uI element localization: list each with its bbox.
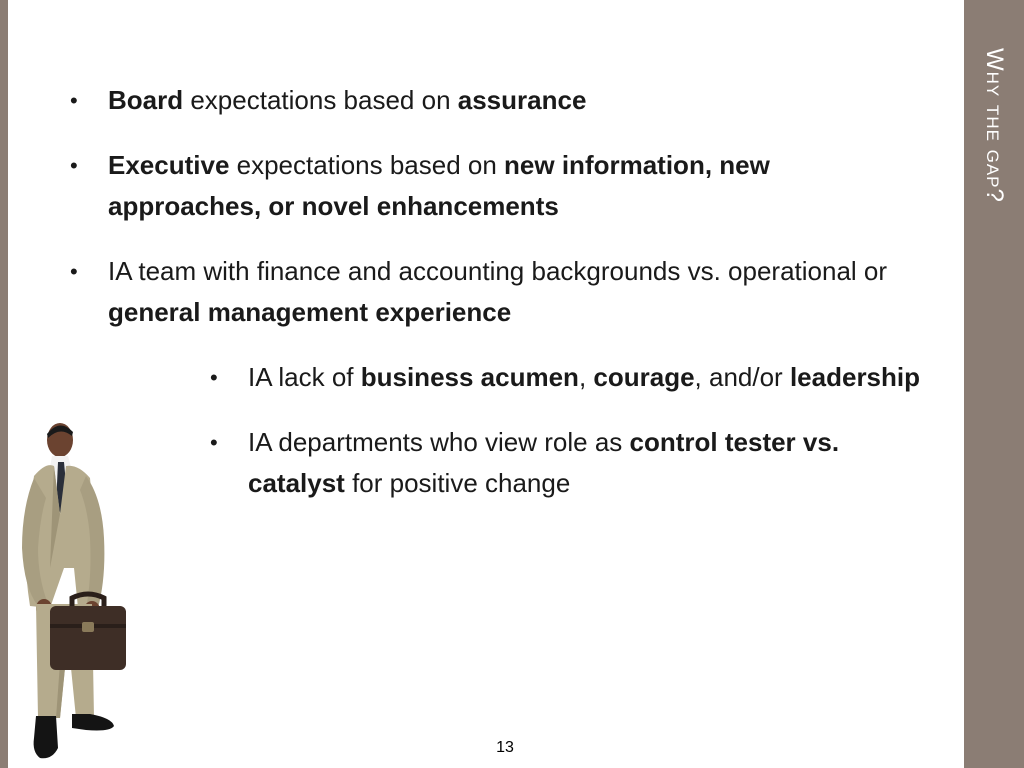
bullet-text: expectations based on <box>183 85 458 115</box>
bullet-bold-text: Board <box>108 85 184 115</box>
bullet-bold-text: control tester vs. catalyst <box>248 427 840 498</box>
briefcase <box>50 606 126 670</box>
bullet-item <box>64 145 924 227</box>
bullet-bold-text: leadership <box>789 362 921 392</box>
bullet-text: , <box>578 362 594 392</box>
bullet-item <box>64 80 924 121</box>
bullet-bold-text: assurance <box>457 85 587 115</box>
bullet-dot-icon: • <box>210 365 218 390</box>
section-title: Why the gap? <box>981 48 1008 203</box>
shoe-right <box>72 714 114 731</box>
bullet-bold-text: general management experience <box>108 297 512 327</box>
businessman-with-briefcase-icon <box>16 418 136 763</box>
bullet-bold-text: Executive <box>108 150 230 180</box>
bullet-bold-text: courage <box>593 362 695 392</box>
left-edge-bar <box>0 0 8 768</box>
bullet-dot-icon: • <box>210 430 218 455</box>
bullet-list <box>64 80 924 528</box>
bullet-dot-icon: • <box>70 259 78 284</box>
bullet-item <box>204 357 928 398</box>
bullet-text: IA departments who view role as <box>248 427 630 457</box>
bullet-item <box>64 251 924 333</box>
bullet-text: , and/or <box>694 362 790 392</box>
bullet-item <box>204 422 928 504</box>
bullet-bold-text: business acumen <box>360 362 579 392</box>
bullet-dot-icon: • <box>70 88 78 113</box>
bullet-text: for positive change <box>344 468 571 498</box>
bullet-text: expectations based on <box>229 150 505 180</box>
bullet-bold-text: new information, new approaches, or novel enhancements <box>108 150 770 221</box>
bullet-dot-icon: • <box>70 153 78 178</box>
bullet-text: IA team with finance and accounting backgrounds vs. operational or <box>108 256 888 286</box>
bullet-text: IA lack of <box>248 362 361 392</box>
slide-number: 13 <box>496 739 514 756</box>
